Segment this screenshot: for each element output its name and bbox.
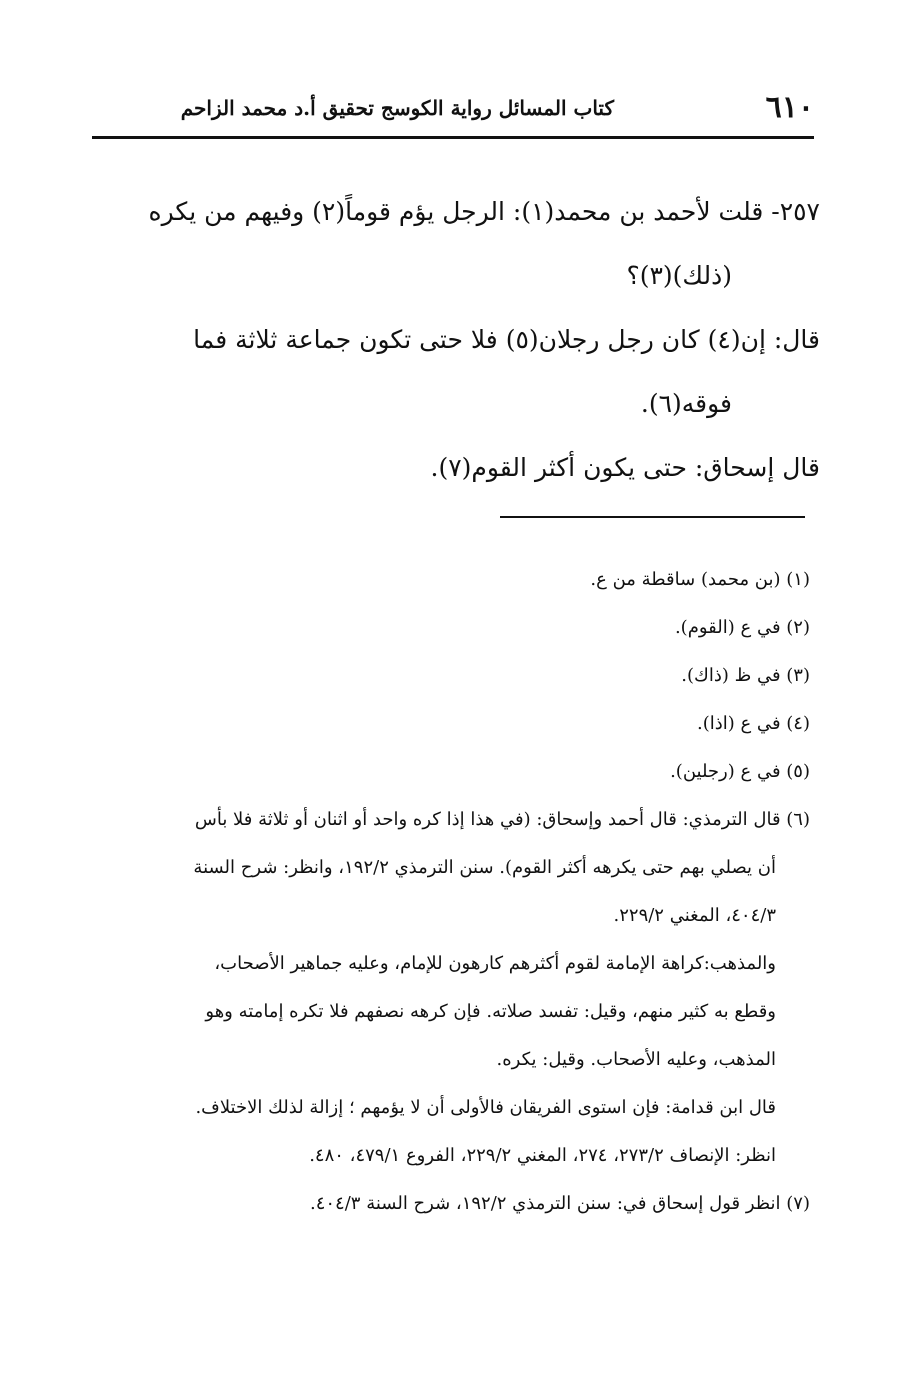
- footnote-5: (٥) في ع (رجلين).: [670, 761, 810, 782]
- footnote-6-line-8: انظر: الإنصاف ٢٧٣/٢، ٢٧٤، المغني ٢٢٩/٢، الفروع ٤٧٩/١، ٤٨٠.: [309, 1145, 776, 1166]
- footnote-6-line-1: (٦) قال الترمذي: قال أحمد وإسحاق: (في هذا إذا كره واحد أو اثنان أو ثلاثة فلا بأس: [194, 809, 810, 830]
- footnote-divider: [500, 516, 805, 518]
- running-title: كتاب المسائل رواية الكوسج تحقيق أ.د محمد الزاحم: [180, 96, 614, 120]
- header-divider: [92, 136, 814, 139]
- main-text: [96, 180, 820, 500]
- footnote-1: (١) (بن محمد) ساقطة من ع.: [590, 569, 810, 590]
- footnote-6-line-7: قال ابن قدامة: فإن استوى الفريقان فالأولى أن لا يؤمهم ؛ إزالة لذلك الاختلاف.: [195, 1097, 776, 1118]
- footnote-6-line-5: وقطع به كثير منهم، وقيل: تفسد صلاته. فإن كرهه نصفهم فلا تكره إمامته وهو: [205, 1001, 776, 1022]
- question-line-1: ٢٥٧- قلت لأحمد بن محمد(١): الرجل يؤم قوماً(٢) وفيهم من يكره: [148, 197, 820, 226]
- page-header: [92, 88, 814, 136]
- footnote-3: (٣) في ظ (ذاك).: [681, 665, 810, 686]
- answer-line-2: فوقه(٦).: [640, 389, 732, 418]
- footnote-6-line-2: أن يصلي بهم حتى يكرهه أكثر القوم). سنن الترمذي ١٩٢/٢، وانظر: شرح السنة: [193, 857, 776, 878]
- footnotes: [96, 556, 810, 1228]
- page-number: ٦١٠: [765, 90, 814, 125]
- footnote-6-line-3: ٤٠٤/٣، المغني ٢٢٩/٢.: [613, 905, 776, 926]
- ishaq-opinion: قال إسحاق: حتى يكون أكثر القوم(٧).: [430, 453, 820, 482]
- footnote-2: (٢) في ع (القوم).: [674, 617, 810, 638]
- footnote-6-line-4: والمذهب:كراهة الإمامة لقوم أكثرهم كارهون للإمام، وعليه جماهير الأصحاب،: [214, 953, 776, 974]
- question-line-2: (ذلك)(٣)؟: [626, 261, 732, 290]
- footnote-6-line-6: المذهب، وعليه الأصحاب. وقيل: يكره.: [496, 1049, 776, 1070]
- footnote-7: (٧) انظر قول إسحاق في: سنن الترمذي ١٩٢/٢، شرح السنة ٤٠٤/٣.: [309, 1193, 810, 1214]
- footnote-4: (٤) في ع (اذا).: [696, 713, 810, 734]
- answer-line-1: قال: إن(٤) كان رجل رجلان(٥) فلا حتى تكون جماعة ثلاثة فما: [193, 325, 820, 354]
